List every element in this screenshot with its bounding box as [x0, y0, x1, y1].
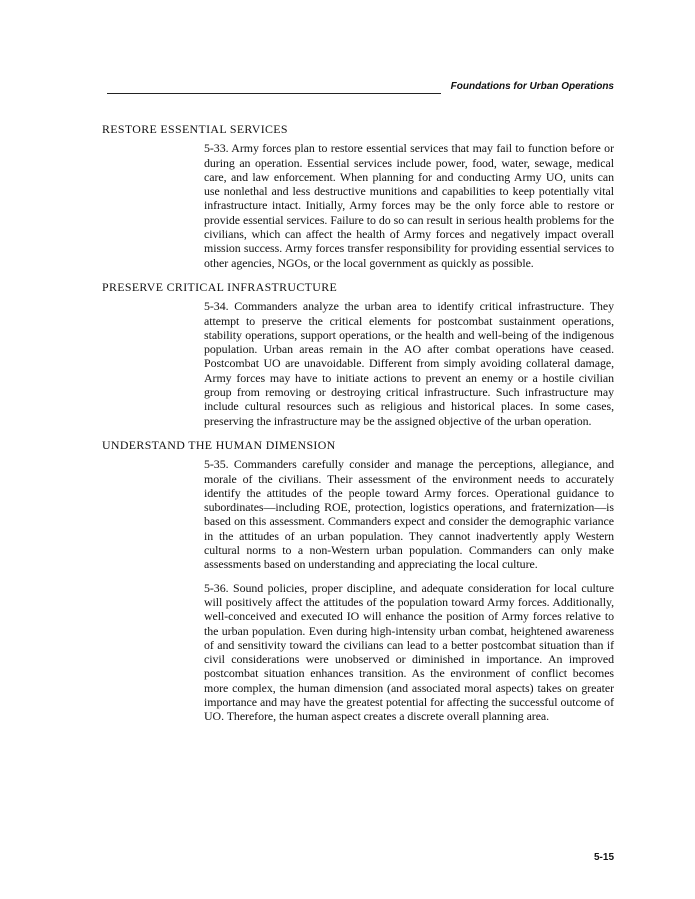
page-body	[102, 122, 614, 733]
running-header-title: Foundations for Urban Operations	[450, 81, 614, 92]
paragraph-5-34: 5-34. Commanders analyze the urban area to identify critical infrastructure. They attempt to preserve the critical elements for postcombat sustainment operations, stability operations, support operations, or the health and well-being of the indigenous population. Urban areas remain in the AO after combat operations have ceased. Postcombat UO are unavoidable. Different from simply avoiding collateral damage, Army forces may have to initiate actions to prevent an enemy or a hostile civilian group from removing or destroying critical infrastructure. Such infrastructure may include cultural resources such as religious and historical places. In some cases, preserving the infrastructure may be the assigned objective of the urban operation.	[204, 299, 614, 428]
page-number: 5-15	[593, 852, 614, 863]
section-understand-human-dimension	[102, 438, 614, 724]
paragraph-5-35: 5-35. Commanders carefully consider and manage the perceptions, allegiance, and morale of the civilians. Their assessment of the environment needs to accurately identify the attitudes of the people toward Army forces. Operational guidance to subordinates—including ROE, protection, logistics operations, and fraternization—is based on this assessment. Commanders expect and consider the demographic variance in the attitudes of an urban population. They cannot inadvertently apply Western cultural norms to a non-Western urban population. Commanders can only make assessments based on understanding and appreciating the local culture.	[204, 457, 614, 572]
paragraph-5-36: 5-36. Sound policies, proper discipline, and adequate consideration for local culture will positively affect the attitudes of the population toward Army forces. Additionally, well-conceived and executed IO will enhance the position of Army forces relative to the urban population. Even during high-intensity urban combat, heightened awareness of and sensitivity toward the civilians can lead to a better postcombat situation than if civil considerations were unobserved or diminished in importance. An improved postcombat situation enhances transition. As the environment of conflict becomes more complex, the human dimension (and associated moral aspects) takes on greater importance and may have the greatest potential for affecting the successful outcome of UO. Therefore, the human aspect creates a discrete overall planning area.	[204, 580, 614, 724]
section-heading: PRESERVE CRITICAL INFRASTRUCTURE	[102, 279, 338, 294]
header-rule	[107, 93, 441, 94]
section-heading: RESTORE ESSENTIAL SERVICES	[102, 122, 288, 136]
section-restore-essential-services	[102, 122, 614, 270]
section-heading: UNDERSTAND THE HUMAN DIMENSION	[102, 437, 336, 452]
section-preserve-critical-infrastructure	[102, 280, 614, 428]
paragraph-5-33: 5-33. Army forces plan to restore essential services that may fail to function before or during an operation. Essential services include power, food, water, sewage, medical care, and law enforcement. When planning for and conducting Army UO, units can use nonlethal and less destructive munitions and capabilities to keep potentially vital infrastructure intact. Initially, Army forces may be the only force able to restore or provide essential services. Failure to do so can result in serious health problems for the civilians, which can affect the health of Army forces and negatively impact overall mission success. Army forces transfer responsibility for providing essential services to other agencies, NGOs, or the local government as quickly as possible.	[204, 141, 614, 270]
